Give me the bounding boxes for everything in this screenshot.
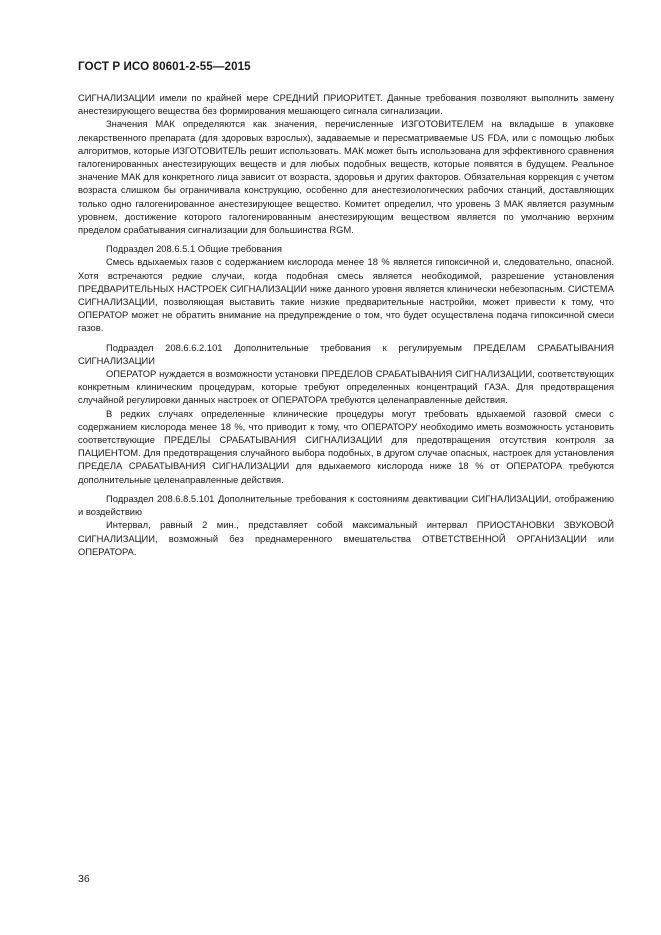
paragraph-continuation: СИГНАЛИЗАЦИИ имели по крайней мере СРЕДНИЙ ПРИОРИТЕТ. Данные требования позволяют выполнить замену анестезирующего вещества без формирования мешающего сигнала сигнализации. <box>78 92 614 117</box>
paragraph-rare-cases: В редких случаях определенные клинические процедуры могут требовать вдыхаемой газовой смеси с содержанием кислорода менее 18 %, что приводит к тому, что ОПЕРАТОРУ необходимо иметь возможность установить соответствующие ПРЕДЕЛЫ СРАБАТЫВАНИЯ СИГНАЛИЗАЦИИ для предотвращения отсутствия контроля за ПАЦИЕНТОМ. Для предотвращения случайного выбора подобных, в другом случае опасных, настроек для установления ПРЕДЕЛА СРАБАТЫВАНИЯ СИГНАЛИЗАЦИИ для вдыхаемого кислорода ниже 18 % от ОПЕРАТОРА требуются дополнительные целенаправленные действия. <box>78 407 614 485</box>
paragraph-mak-values: Значения МАК определяются как значения, перечисленные ИЗГОТОВИТЕЛЕМ на вкладыше в упаковке лекарственного препарата (для здоровых взрослых), задаваемые и пересматриваемые US FDA, или с помощью любых алгоритмов, которые ИЗГОТОВИТЕЛЬ решит использовать. МАК может быть использована для эффективного сравнения галогенированных анестезирующих веществ и для любых подобных веществ, которые появятся в будущем. Реальное значение МАК для конкретного лица зависит от возраста, здоровья и других факторов. Обязательная коррекция с учетом возраста слишком бы ограничивала конструкцию, особенно для анестезиологических рабочих станций, доставляющих только одно галогенированное анестезирующее вещество. Комитет определил, что уровень 3 МАК является разумным уровнем, достижение которого галогенированным анестезирующим веществом является по умолчанию верхним пределом срабатывания сигнализации для большинства RGM. <box>78 118 614 236</box>
subsection-heading-208-6-6-2-101: Подраздел 208.6.6.2.101 Дополнительные требования к регулируемым ПРЕДЕЛАМ СРАБАТЫВАНИЯ СИГНАЛИЗАЦИИ <box>78 341 614 366</box>
paragraph-operator-limits: ОПЕРАТОР нуждается в возможности установки ПРЕДЕЛОВ СРАБАТЫВАНИЯ СИГНАЛИЗАЦИИ, соответствующих конкретным клиническим процедурам, которые требуют определенных концентраций ГАЗА. Для предотвращения случайной регулировки данных настроек от ОПЕРАТОРА требуются целенаправленные действия. <box>78 368 614 406</box>
page-number: 36 <box>78 873 90 885</box>
document-header: ГОСТ Р ИСО 80601-2-55—2015 <box>78 60 251 73</box>
subsection-heading-208-6-5-1: Подраздел 208.6.5.1 Общие требования <box>106 243 282 255</box>
document-body <box>78 91 614 558</box>
paragraph-hypoxic-mixture: Смесь вдыхаемых газов с содержанием кислорода менее 18 % является гипоксичной и, следовательно, опасной. Хотя встречаются редкие случаи, когда подобная смесь является необходимой, разрешение установления ПРЕДВАРИТЕЛЬНЫХ НАСТРОЕК СИГНАЛИЗАЦИИ ниже данного уровня является клинически небезопасным. СИСТЕМА СИГНАЛИЗАЦИИ, позволяющая выставить такие низкие предварительные настройки, может привести к тому, что ОПЕРАТОР может не обратить внимание на предупреждение о том, что будет осуществлена подача гипоксичной смеси газов. <box>78 256 614 334</box>
paragraph-audio-paused-interval: Интервал, равный 2 мин., представляет собой максимальный интервал ПРИОСТАНОВКИ ЗВУКОВОЙ СИГНАЛИЗАЦИИ, возможный без преднамеренного вмешательства ОТВЕТСТВЕННОЙ ОРГАНИЗАЦИИ или ОПЕРАТОРА. <box>78 519 614 557</box>
subsection-heading-208-6-8-5-101: Подраздел 208.6.8.5.101 Дополнительные требования к состояниям деактивации СИГНАЛИЗАЦИИ, отображению и воздействию <box>78 492 614 518</box>
